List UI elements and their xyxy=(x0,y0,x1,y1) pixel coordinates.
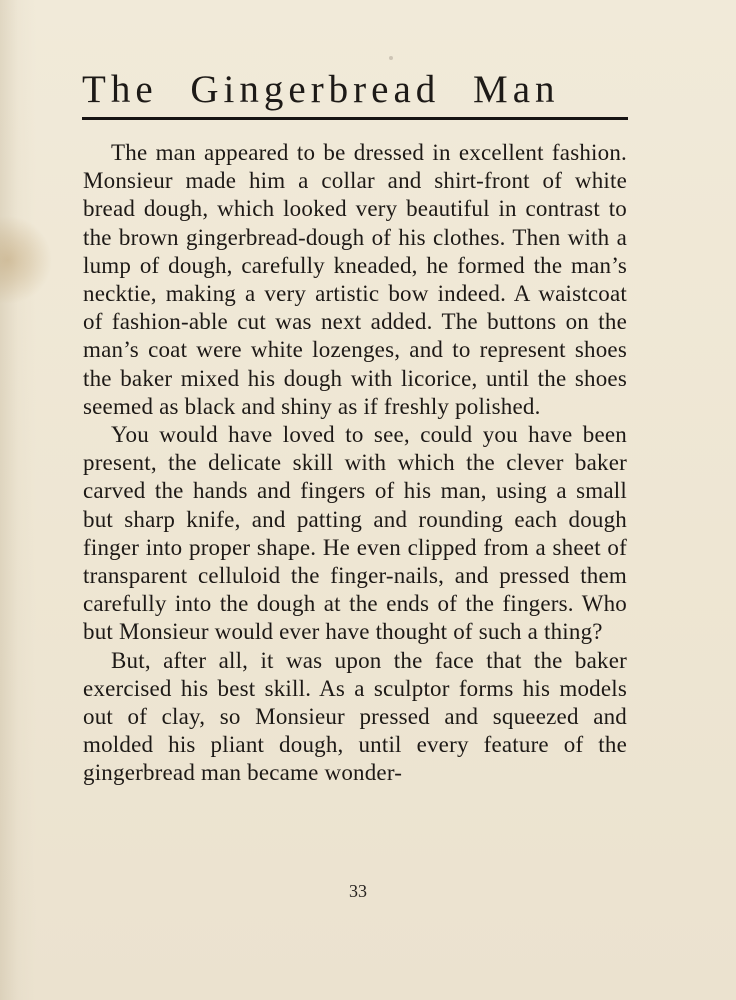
page-title: The Gingerbread Man xyxy=(82,68,560,111)
paragraph: But, after all, it was upon the face that the baker exercised his best skill. As a sculptor forms his models out of clay, so Monsieur pressed and squeezed and molded his pliant dough, until every feature of the gingerbread man became wonder- xyxy=(83,647,627,786)
page-number: 33 xyxy=(349,881,367,901)
running-header xyxy=(82,70,630,110)
paragraph: The man appeared to be dressed in excellent fashion. Monsieur made him a collar and shirt-front of white bread dough, which looked very beautiful in contrast to the brown gingerbread-dough of his clothes. Then with a lump of dough, carefully kneaded, he formed the man’s necktie, making a very artistic bow indeed. A waistcoat of fashion-able cut was next added. The buttons on the man’s coat were white lozenges, and to represent shoes the baker mixed his dough with licorice, until the shoes seemed as black and shiny as if freshly polished. xyxy=(83,140,627,419)
header-rule xyxy=(82,117,628,120)
paragraph: You would have loved to see, could you have been present, the delicate skill with which the clever baker carved the hands and fingers of his man, using a small but sharp knife, and patting and rounding each dough finger into proper shape. He even clipped from a sheet of transparent celluloid the finger-nails, and pressed them carefully into the dough at the ends of the fingers. Who but Monsieur would ever have thought of such a thing? xyxy=(83,422,627,645)
paper-speck xyxy=(389,56,393,60)
body-text xyxy=(83,139,627,788)
